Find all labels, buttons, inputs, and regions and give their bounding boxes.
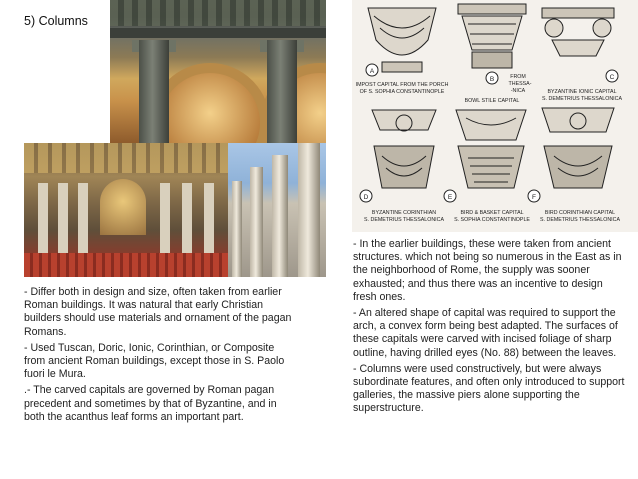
capital-drawings: [352, 0, 638, 232]
label-b: B: [489, 76, 495, 83]
caption-a-line1: IMPOST CAPITAL FROM THE PORCH: [355, 82, 449, 88]
slide-title: 5) Columns: [24, 14, 88, 28]
caption-f-line1: BIRD CORINTHIAN CAPITAL: [544, 210, 616, 216]
label-f: F: [532, 194, 536, 201]
caption-d-line1: BYZANTINE CORINTHIAN: [371, 210, 437, 216]
caption-e-line2: S. SOPHIA CONSTANTINOPLE: [454, 217, 530, 223]
left-paragraph-2: - Used Tuscan, Doric, Ionic, Corinthian, or Composite from ancient Roman buildings, except those in S. Paolo fuori le Mura.: [24, 341, 285, 381]
caption-b-line2: THESSA-: [508, 81, 532, 87]
left-paragraph-3: .- The carved capitals are governed by Roman pagan precedent and sometimes by that of Byzantine, and in both the acanthus leaf forms an important part.: [24, 384, 277, 423]
caption-c-line1: BYZANTINE IONIC CAPITAL: [547, 89, 617, 95]
left-text-block: [24, 286, 296, 427]
right-paragraph-2: - An altered shape of capital was required to support the arch, a convex form being best adapted. The surfaces of these capitals were carved with incised foliage of sharp outline, having drilled eyes (No. 88) between the leaves.: [353, 307, 618, 359]
caption-d-line2: S. DEMETRIUS THESSALONICA: [364, 217, 444, 223]
left-paragraph-1: - Differ both in design and size, often taken from earlier Roman buildings. It was natural that early Christian builders should use materials and ornament of the pagan Romans.: [24, 286, 292, 338]
basilica-nave-photo: [24, 143, 228, 277]
caption-a-line2: OF S. SOPHIA CONSTANTINOPLE: [359, 89, 445, 95]
caption-bowl: BOWL STILE CAPITAL: [464, 98, 520, 104]
caption-c-line2: S. DEMETRIUS THESSALONICA: [542, 96, 622, 102]
right-text-block: [353, 238, 625, 419]
right-paragraph-1: - In the earlier buildings, these were taken from ancient structures. which not being so numerous in the East as in the neighborhood of Rome, the supply was sooner exhausted; and thus there was an incentive to design fresh ones.: [353, 238, 622, 303]
label-c: C: [609, 74, 615, 81]
caption-e-line1: BIRD & BASKET CAPITAL: [460, 210, 524, 216]
label-d: D: [363, 194, 369, 201]
label-a: A: [369, 68, 375, 75]
portico-columns-photo: [228, 143, 326, 277]
right-paragraph-3: - Columns were used constructively, but were always subordinate features, and often only introduced to support galleries, the massive piers alone supporting the superstructure.: [353, 362, 625, 415]
caption-f-line2: S. DEMETRIUS THESSALONICA: [540, 217, 620, 223]
label-e: E: [447, 194, 453, 201]
caption-b-line3: -NICA: [510, 88, 526, 94]
caption-b-line1: FROM: [510, 74, 526, 80]
column-interior-photo: [110, 0, 326, 143]
